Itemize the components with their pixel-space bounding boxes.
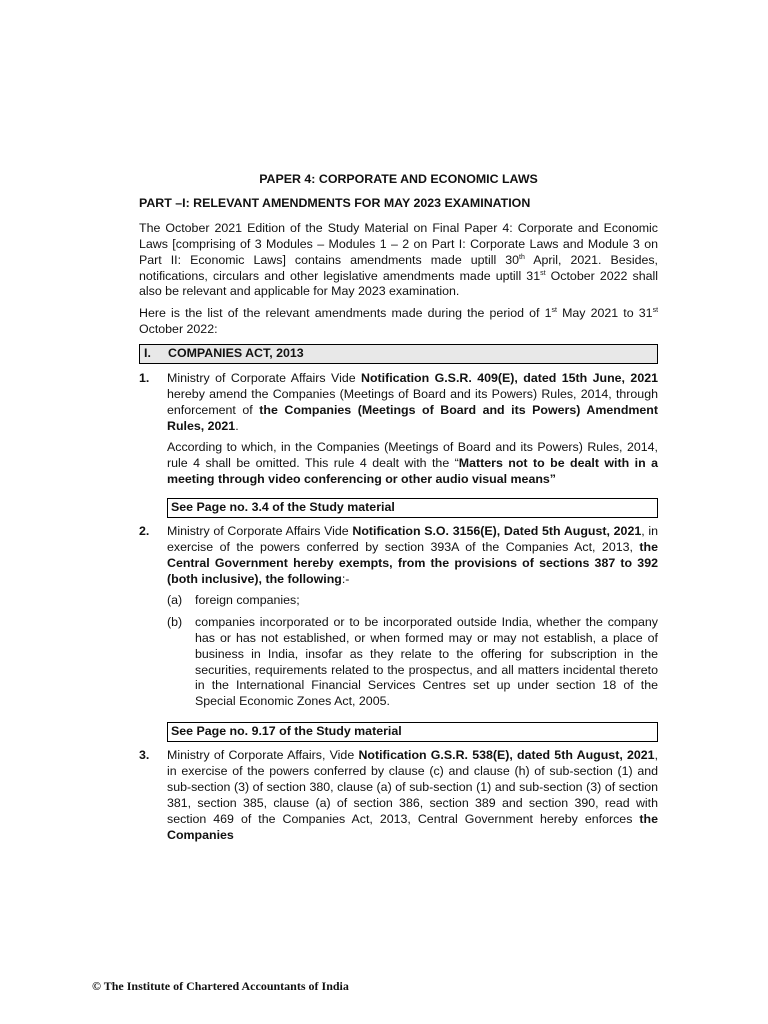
intro-paragraph: The October 2021 Edition of the Study Material on Final Paper 4: Corporate and Economic Laws [comprising of 3 Modules – Modules 1 – 2 on Part I: Corporate Laws and Module 3 on Part II: Economic Laws] contains amendments made uptill 30th April, 2021. Besides, notifications, circulars and other legislative amendments made uptill 31st October 2022 shall also be relevant and applicable for May 2023 examination. [139,220,658,299]
item-paragraph: Ministry of Corporate Affairs Vide Notification S.O. 3156(E), Dated 5th August, 2021, in exercise of the powers conferred by section 393A of the Companies Act, 2013, the Central Government hereby exempts, from the provisions of sections 387 to 392 (both inclusive), the following:- [167,524,659,587]
sub-item-text: foreign companies; [195,592,300,607]
document-page [139,172,658,855]
copyright-footer: © The Institute of Chartered Accountants of India [92,979,349,993]
section-heading [139,344,658,364]
amendment-item-3 [139,748,658,848]
study-material-reference: See Page no. 9.17 of the Study material [167,722,658,742]
item-number: 2. [139,524,150,539]
study-material-reference: See Page no. 3.4 of the Study material [167,498,658,518]
sub-item [167,593,658,609]
list-intro-paragraph: Here is the list of the relevant amendments made during the period of 1st May 2021 to 31st October 2022: [139,306,659,337]
sub-item-label: (b) [167,614,183,629]
item-number: 1. [139,371,150,386]
paper-title: PAPER 4: CORPORATE AND ECONOMIC LAWS [259,172,538,186]
sub-item-text: companies incorporated or to be incorporated outside India, whether the company has or has not established, or when formed may or may not establish, a place of business in India, insofar as they relate to the offering for subscription in the securities, requirements related to the prospectus, and all matters incidental thereto in the International Financial Services Centres set up under section 18 of the Special Economic Zones Act, 2005. [195,614,658,709]
sub-item-label: (a) [167,592,183,607]
amendment-item-1 [139,371,658,492]
item-number: 3. [139,748,150,763]
part-heading: PART –I: RELEVANT AMENDMENTS FOR MAY 2023 EXAMINATION [139,195,531,210]
item-paragraph: Ministry of Corporate Affairs, Vide Notification G.S.R. 538(E), dated 5th August, 2021, in exercise of the powers conferred by clause (c) and clause (h) of sub-section (1) and sub-section (3) of section 380, clause (a) of sub-section (1) and sub-section (3) of section 381, section 385, clause (a) of section 386, section 389 and section 390, read with section 469 of the Companies Act, 2013, Central Government hereby enforces the Companies [167,748,659,842]
item-paragraph: Ministry of Corporate Affairs Vide Notification G.S.R. 409(E), dated 15th June, 2021 hereby amend the Companies (Meetings of Board and its Powers) Rules, 2014, through enforcement of the Companies (Meetings of Board and its Powers) Amendment Rules, 2021. [167,371,659,433]
item-paragraph: According to which, in the Companies (Meetings of Board and its Powers) Rules, 2014, rule 4 shall be omitted. This rule 4 dealt with the “Matters not to be dealt with in a meeting through video conferencing or other audio visual means” [167,439,658,486]
section-number: I. [144,346,151,361]
section-title: COMPANIES ACT, 2013 [168,346,304,361]
amendment-item-2 [139,524,658,716]
sub-item [167,615,658,710]
